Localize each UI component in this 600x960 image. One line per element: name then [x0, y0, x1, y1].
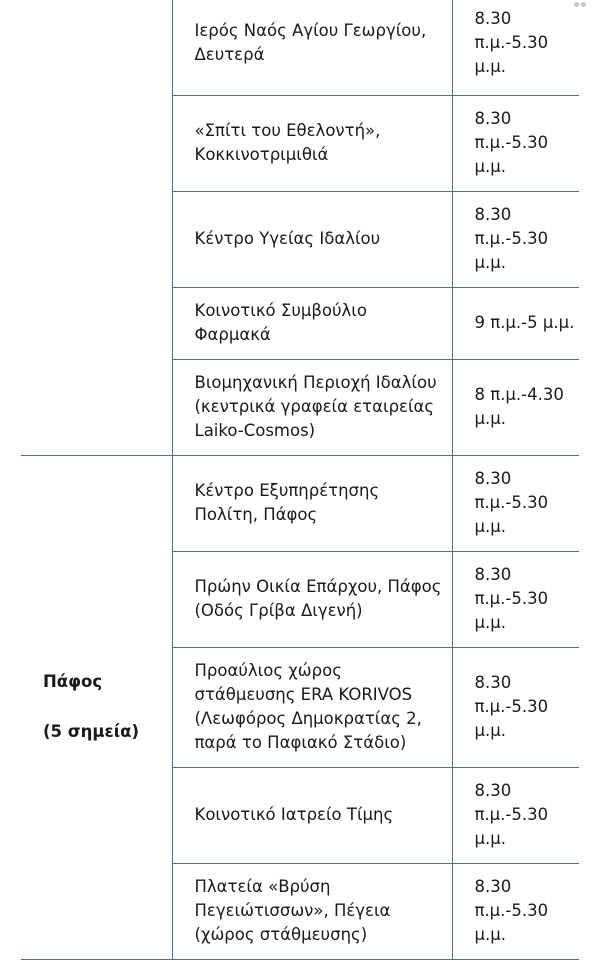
location-cell: Κέντρο Εξυπηρέτησης Πολίτη, Πάφος	[172, 455, 452, 551]
hours-cell: 8.30 π.μ.-5.30 μ.μ.	[452, 455, 579, 551]
table-row	[21, 0, 579, 95]
district-name: Πάφος	[43, 672, 103, 691]
hours-cell: 8 π.μ.-4.30 μ.μ.	[452, 359, 579, 455]
location-cell: Ιερός Ναός Αγίου Γεωργίου, Δευτερά	[172, 0, 452, 95]
location-cell: Πρώην Οικία Επάρχου, Πάφος (Οδός Γρίβα Διγενή)	[172, 551, 452, 647]
location-cell: «Σπίτι του Εθελοντή», Κοκκινοτριμιθιά	[172, 95, 452, 191]
location-cell: Κέντρο Υγείας Ιδαλίου	[172, 191, 452, 287]
hours-cell: 8.30 π.μ.-5.30 μ.μ.	[452, 863, 579, 959]
hours-cell: 8.30 π.μ.-5.30 μ.μ.	[452, 767, 579, 863]
location-cell: Πλατεία «Βρύση Πεγειώτισσων», Πέγεια (χώρος στάθμευσης)	[172, 863, 452, 959]
location-cell: Προαύλιος χώρος στάθμευσης ERA KORIVOS (Λεωφόρος Δημοκρατίας 2, παρά το Παφιακό Στάδιο)	[172, 647, 452, 767]
hours-cell: 8.30 π.μ.-5.30 μ.μ.	[452, 0, 579, 95]
hours-cell: 8.30 π.μ.-5.30 μ.μ.	[452, 551, 579, 647]
hours-cell: 8.30 π.μ.-5.30 μ.μ.	[452, 191, 579, 287]
vaccination-points-table	[21, 0, 579, 960]
hours-cell: 8.30 π.μ.-5.30 μ.μ.	[452, 647, 579, 767]
table-row	[21, 455, 579, 551]
location-cell: Κοινοτικό Συμβούλιο Φαρμακά	[172, 287, 452, 359]
district-point-count: (5 σημεία)	[43, 722, 139, 741]
location-cell: Κοινοτικό Ιατρείο Τίμης	[172, 767, 452, 863]
hours-cell: 8.30 π.μ.-5.30 μ.μ.	[452, 95, 579, 191]
location-cell: Βιομηχανική Περιοχή Ιδαλίου (κεντρικά γραφεία εταιρείας Laiko-Cosmos)	[172, 359, 452, 455]
district-cell-paphos	[21, 455, 172, 959]
hours-cell: 9 π.μ.-5 μ.μ.	[452, 287, 579, 359]
district-cell-continued	[21, 0, 172, 455]
